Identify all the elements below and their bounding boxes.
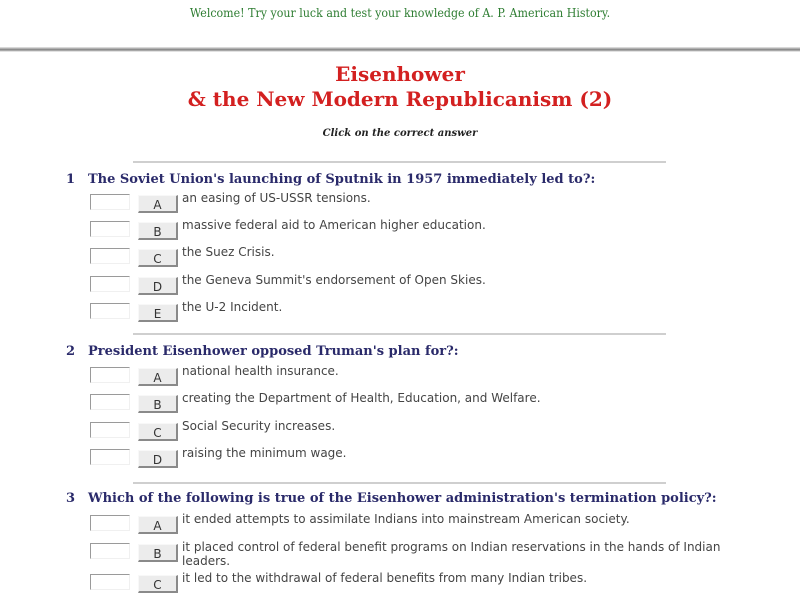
page-title xyxy=(0,62,800,112)
question-divider xyxy=(133,161,666,163)
answer-text: the U-2 Incident. xyxy=(182,300,283,314)
question-text: Which of the following is true of the Eisenhower administration's termination policy?: xyxy=(88,491,717,506)
answer-feedback-field[interactable] xyxy=(90,422,130,438)
answer-text: the Suez Crisis. xyxy=(182,245,275,259)
answer-text: raising the minimum wage. xyxy=(182,446,347,460)
answer-button-d[interactable]: D xyxy=(138,277,178,295)
answer-feedback-field[interactable] xyxy=(90,248,130,264)
answer-button-b[interactable]: B xyxy=(138,395,178,413)
answer-text: an easing of US-USSR tensions. xyxy=(182,191,371,205)
question-text: President Eisenhower opposed Truman's plan for?: xyxy=(88,344,459,359)
answer-text: creating the Department of Health, Education, and Welfare. xyxy=(182,391,541,405)
answer-button-a[interactable]: A xyxy=(138,195,178,213)
answer-button-a[interactable]: A xyxy=(138,516,178,534)
answer-text: Social Security increases. xyxy=(182,419,336,433)
answer-feedback-field[interactable] xyxy=(90,515,130,531)
question-text: The Soviet Union's launching of Sputnik in 1957 immediately led to?: xyxy=(88,172,596,187)
answer-text: the Geneva Summit's endorsement of Open Skies. xyxy=(182,273,486,287)
answer-text: massive federal aid to American higher education. xyxy=(182,218,486,232)
question-3 xyxy=(66,491,717,506)
answer-text: it placed control of federal benefit programs on Indian reservations in the hands of Indian leaders. xyxy=(182,540,721,568)
question-1 xyxy=(66,172,595,187)
question-2 xyxy=(66,344,459,359)
title-line-2: & the New Modern Republicanism (2) xyxy=(187,87,613,111)
answer-text: national health insurance. xyxy=(182,364,339,378)
question-divider xyxy=(133,482,666,484)
answer-feedback-field[interactable] xyxy=(90,367,130,383)
answer-button-b[interactable]: B xyxy=(138,222,178,240)
answer-feedback-field[interactable] xyxy=(90,303,130,319)
answer-button-c[interactable]: C xyxy=(138,575,178,593)
answer-feedback-field[interactable] xyxy=(90,394,130,410)
question-number: 2 xyxy=(66,344,76,359)
question-number: 1 xyxy=(66,172,76,187)
top-divider xyxy=(0,47,800,52)
answer-button-b[interactable]: B xyxy=(138,544,178,562)
welcome-message: Welcome! Try your luck and test your knowledge of A. P. American History. xyxy=(189,6,611,20)
answer-text: it ended attempts to assimilate Indians into mainstream American society. xyxy=(182,512,630,526)
answer-button-d[interactable]: D xyxy=(138,450,178,468)
answer-button-c[interactable]: C xyxy=(138,249,178,267)
question-divider xyxy=(133,333,666,335)
answer-feedback-field[interactable] xyxy=(90,221,130,237)
answer-feedback-field[interactable] xyxy=(90,574,130,590)
title-line-1: Eisenhower xyxy=(335,62,465,86)
answer-button-e[interactable]: E xyxy=(138,304,178,322)
answer-feedback-field[interactable] xyxy=(90,194,130,210)
answer-text: it led to the withdrawal of federal benefits from many Indian tribes. xyxy=(182,571,588,585)
answer-feedback-field[interactable] xyxy=(90,449,130,465)
answer-button-c[interactable]: C xyxy=(138,423,178,441)
instruction-text: Click on the correct answer xyxy=(322,128,478,139)
question-number: 3 xyxy=(66,491,76,506)
answer-feedback-field[interactable] xyxy=(90,276,130,292)
answer-feedback-field[interactable] xyxy=(90,543,130,559)
answer-button-a[interactable]: A xyxy=(138,368,178,386)
